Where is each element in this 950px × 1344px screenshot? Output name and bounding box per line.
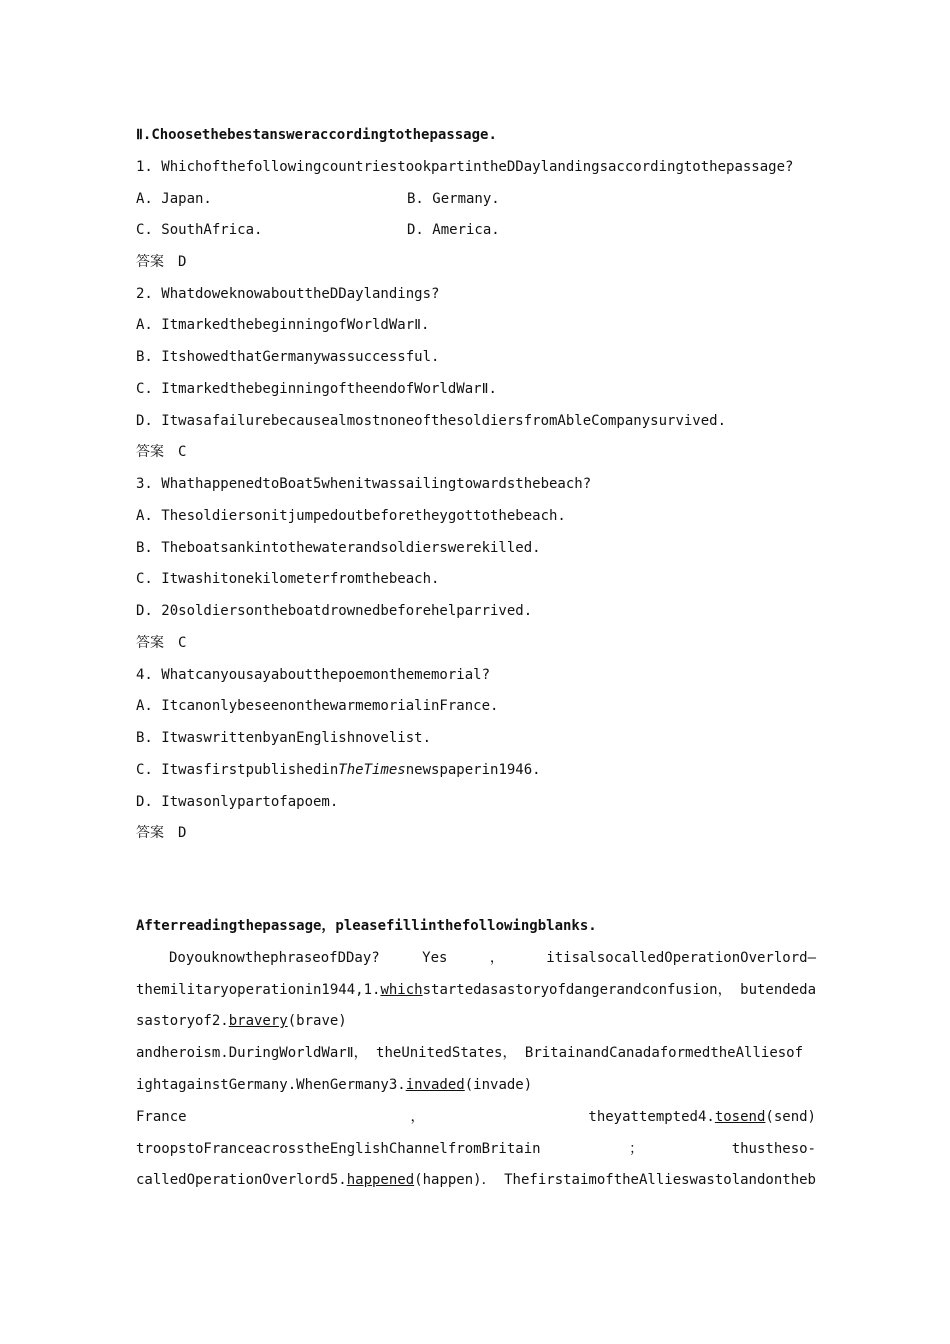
question-1: 1. WhichofthefollowingcountriestookpartintheDDaylandingsaccordingtothepassage? — [136, 159, 794, 175]
fill-text: Yes — [422, 950, 448, 966]
section-heading: Ⅱ.Choosethebestansweraccordingtothepassage. — [136, 127, 497, 143]
fill-line-4: andheroism.DuringWorldWarⅡ， theUnitedStates， BritainandCanadaformedtheAlliesof — [136, 1045, 804, 1061]
fill-text: ， — [489, 950, 504, 966]
fill-text: (happen)． — [414, 1172, 496, 1188]
fill-text: themilitaryoperationin1944,1. — [136, 982, 381, 998]
q3-option-a: A. Thesoldiersonitjumpedoutbeforetheygottothebeach. — [136, 508, 566, 524]
q4c-newspaper-title: TheTimes — [338, 762, 406, 778]
q4c-text: C. Itwasfirstpublishedin — [136, 762, 339, 778]
fill-text: ； — [629, 1141, 644, 1157]
fill-line-8 — [136, 1171, 816, 1189]
q4-option-b: B. ItwaswrittenbyanEnglishnovelist. — [136, 730, 432, 746]
q1-answer: 答案 D — [136, 254, 187, 270]
fill-text: (send) — [765, 1109, 816, 1125]
question-3: 3. WhathappenedtoBoat5whenitwassailingtowardsthebeach? — [136, 476, 592, 492]
q1-option-c: C. SouthAfrica. — [136, 222, 263, 238]
q3-option-d: D. 20soldiersontheboatdrownedbeforehelparrived. — [136, 603, 533, 619]
fill-text: butendeda — [740, 982, 816, 998]
blank-answer-5: happened — [346, 1172, 415, 1188]
fill-line-7 — [136, 1140, 816, 1158]
q2-option-d: D. ItwasafailurebecausealmostnoneofthesoldiersfromAbleCompanysurvived. — [136, 413, 727, 429]
fill-line-5 — [136, 1076, 532, 1094]
q4c-text-rest: newspaperin1946. — [405, 762, 541, 778]
q2-option-c: C. ItmarkedthebeginningoftheendofWorldWarⅡ. — [136, 381, 497, 397]
fill-text: thustheso- — [731, 1141, 816, 1157]
q1-option-d: D. America. — [407, 222, 500, 238]
blank-answer-4: tosend — [714, 1109, 766, 1125]
blank-answer-1: which — [380, 982, 423, 998]
fill-text: (invade) — [464, 1077, 533, 1093]
fill-line-6 — [136, 1108, 816, 1126]
q4-answer: 答案 D — [136, 825, 187, 841]
q4-option-d: D. Itwasonlypartofapoem. — [136, 794, 339, 810]
fill-text: startedasastoryofdangerandconfusion， — [422, 982, 732, 998]
blank-answer-2: bravery — [228, 1013, 288, 1029]
fill-text: ightagainstGermany.WhenGermany3. — [136, 1077, 406, 1093]
fill-text: ThefirstaimoftheAllieswastolandontheb — [504, 1172, 816, 1188]
fill-heading: Afterreadingthepassage，pleasefillinthefollowingblanks. — [136, 918, 597, 934]
fill-text: DoyouknowthephraseofDDay? — [169, 950, 380, 966]
fill-text: (brave) — [287, 1013, 347, 1029]
fill-text: theyattempted4. — [588, 1109, 715, 1125]
q2-option-a: A. ItmarkedthebeginningofWorldWarⅡ. — [136, 317, 430, 333]
fill-text: ， — [410, 1109, 425, 1125]
q3-option-b: B. Theboatsankintothewaterandsoldierswerekilled. — [136, 540, 541, 556]
q4-option-a: A. ItcanonlybeseenonthewarmemorialinFrance. — [136, 698, 499, 714]
q4-option-c — [136, 761, 541, 779]
q3-answer: 答案 C — [136, 635, 187, 651]
fill-line-3 — [136, 1012, 347, 1030]
fill-line-2 — [136, 981, 816, 999]
q1-option-b: B. Germany. — [407, 191, 500, 207]
q2-option-b: B. ItshowedthatGermanywassuccessful. — [136, 349, 440, 365]
blank-answer-3: invaded — [405, 1077, 465, 1093]
fill-text: France — [136, 1109, 187, 1125]
q1-option-a: A. Japan. — [136, 191, 212, 207]
fill-text: sastoryof2. — [136, 1013, 229, 1029]
q3-option-c: C. Itwashitonekilometerfromthebeach. — [136, 571, 440, 587]
question-2: 2. WhatdoweknowabouttheDDaylandings? — [136, 286, 440, 302]
question-4: 4. Whatcanyousayaboutthepoemonthememorial? — [136, 667, 491, 683]
fill-line-1 — [169, 949, 816, 967]
fill-text: troopstoFranceacrosstheEnglishChannelfromBritain — [136, 1141, 541, 1157]
fill-text: itisalsocalledOperationOverlord— — [546, 950, 816, 966]
fill-text: calledOperationOverlord5. — [136, 1172, 347, 1188]
q2-answer: 答案 C — [136, 444, 187, 460]
